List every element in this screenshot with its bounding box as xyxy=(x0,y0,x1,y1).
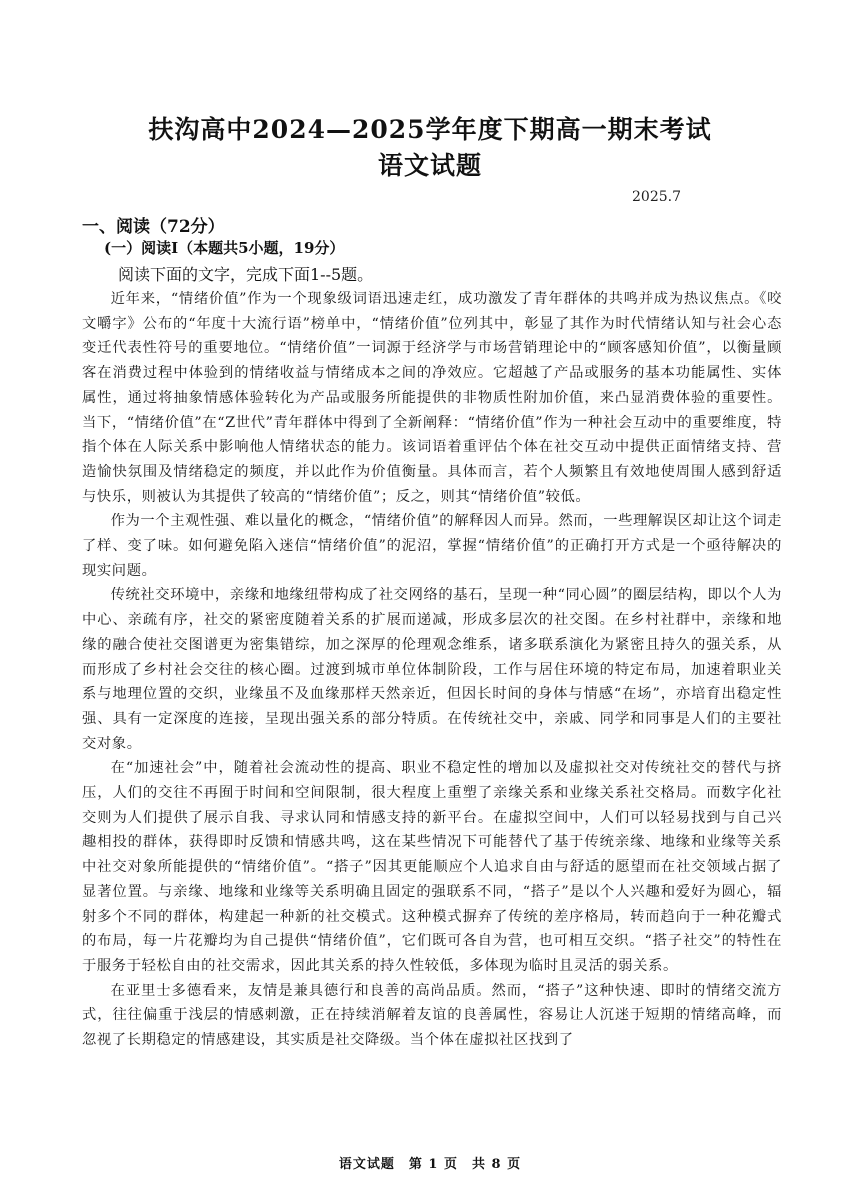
passage-paragraph: 在亚里士多德看来，友情是兼具德行和良善的高尚品质。然而，“搭子”这种快速、即时的情绪交流方式，往往偏重于浅层的情感刺激，正在持续消解着友谊的良善属性，容易让人沉迷于短期的情绪高峰，而忽视了长期稳定的情感建设，其实质是社交降级。当个体在虚拟社区找到了 xyxy=(82,982,782,1049)
exam-title: 扶沟高中2024—2025学年度下期高一期末考试 xyxy=(148,115,712,144)
reading-instruction: 阅读下面的文字，完成下面1--5题。 xyxy=(118,265,374,284)
passage-paragraph: 作为一个主观性强、难以量化的概念，“情绪价值”的解释因人而异。然而，一些理解误区却让这个词走了样、变了味。如何避免陷入迷信“情绪价值”的泥沼，掌握“情绪价值”的正确打开方式是一个亟待解决的现实问题。 xyxy=(82,513,782,579)
section-heading: 一、阅读（72分） xyxy=(82,217,225,237)
reading-passage xyxy=(82,287,782,1053)
passage-paragraph: 近年来，“情绪价值”作为一个现象级词语迅速走红，成功激发了青年群体的共鸣并成为热议焦点。《咬文嚼字》公布的“年度十大流行语”榜单中，“情绪价值”位列其中，彰显了其作为时代情绪认知与社会心态变迁代表性符号的重要地位。“情绪价值”一词源于经济学与市场营销理论中的“顾客感知价值”，以衡量顾客在消费过程中体验到的情绪收益与情绪成本之间的净效应。它超越了产品或服务的基本功能属性、实体属性，通过将抽象情感体验转化为产品或服务所能提供的非物质性附加价值，来凸显消费体验的重要性。当下，“情绪价值”在“Z世代”青年群体中得到了全新阐释：“情绪价值”作为一种社会互动中的重要维度，特指个体在人际关系中影响他人情绪状态的能力。该词语着重评估个体在社交互动中提供正面情绪支持、营造愉快氛围及情绪稳定的频度，并以此作为价值衡量。具体而言，若个人频繁且有效地使周围人感到舒适与快乐，则被认为其提供了较高的“情绪价值”；反之，则其“情绪价值”较低。 xyxy=(82,291,782,505)
subsection-heading: (一）阅读Ⅰ（本题共5小题，19分） xyxy=(104,239,345,257)
passage-paragraph: 在“加速社会”中，随着社会流动性的提高、职业不稳定性的增加以及虚拟社交对传统社交的替代与挤压，人们的交往不再囿于时间和空间限制，很大程度上重塑了亲缘关系和业缘关系社交格局。而数字化社交则为人们提供了展示自我、寻求认同和情感支持的新平台。在虚拟空间中，人们可以轻易找到与自己兴趣相投的群体，获得即时反馈和情感共鸣，这在某些情况下可能替代了基于传统亲缘、地缘和业缘等关系中社交对象所能提供的“情绪价值”。“搭子”因其更能顺应个人追求自由与舒适的愿望而在社交领域占据了显著位置。与亲缘、地缘和业缘等关系明确且固定的强联系不同，“搭子”是以个人兴趣和爱好为圆心，辐射多个不同的群体，构建起一种新的社交模式。这种模式摒弃了传统的差序格局，转而趋向于一种花瓣式的布局，每一片花瓣均为自己提供“情绪价值”，它们既可各自为营，也可相互交织。“搭子社交”的特性在于服务于轻松自由的社交需求，因此其关系的持久性较低，多体现为临时且灵活的弱关系。 xyxy=(82,760,782,974)
passage-paragraph: 传统社交环境中，亲缘和地缘纽带构成了社交网络的基石，呈现一种“同心圆”的圈层结构，即以个人为中心、亲疏有序，社交的紧密度随着关系的扩展而递减，形成多层次的社交图。在乡村社群中，亲缘和地缘的融合使社交图谱更为密集错综，加之深厚的伦理观念维系，诸多联系演化为紧密且持久的强关系，从而形成了乡村社会交往的核心圈。过渡到城市单位体制阶段，工作与居住环境的特定布局，加速着职业关系与地理位置的交织，业缘虽不及血缘那样天然亲近，但因长时间的身体与情感“在场”，亦培育出稳定性强、具有一定深度的连接，呈现出强关系的部分特质。在传统社交中，亲戚、同学和同事是人们的主要社交对象。 xyxy=(82,587,782,752)
subject-title: 语文试题 xyxy=(377,151,482,180)
exam-date: 2025.7 xyxy=(632,189,681,205)
page-footer: 语文试题 第 1 页 共 8 页 xyxy=(338,1157,522,1172)
